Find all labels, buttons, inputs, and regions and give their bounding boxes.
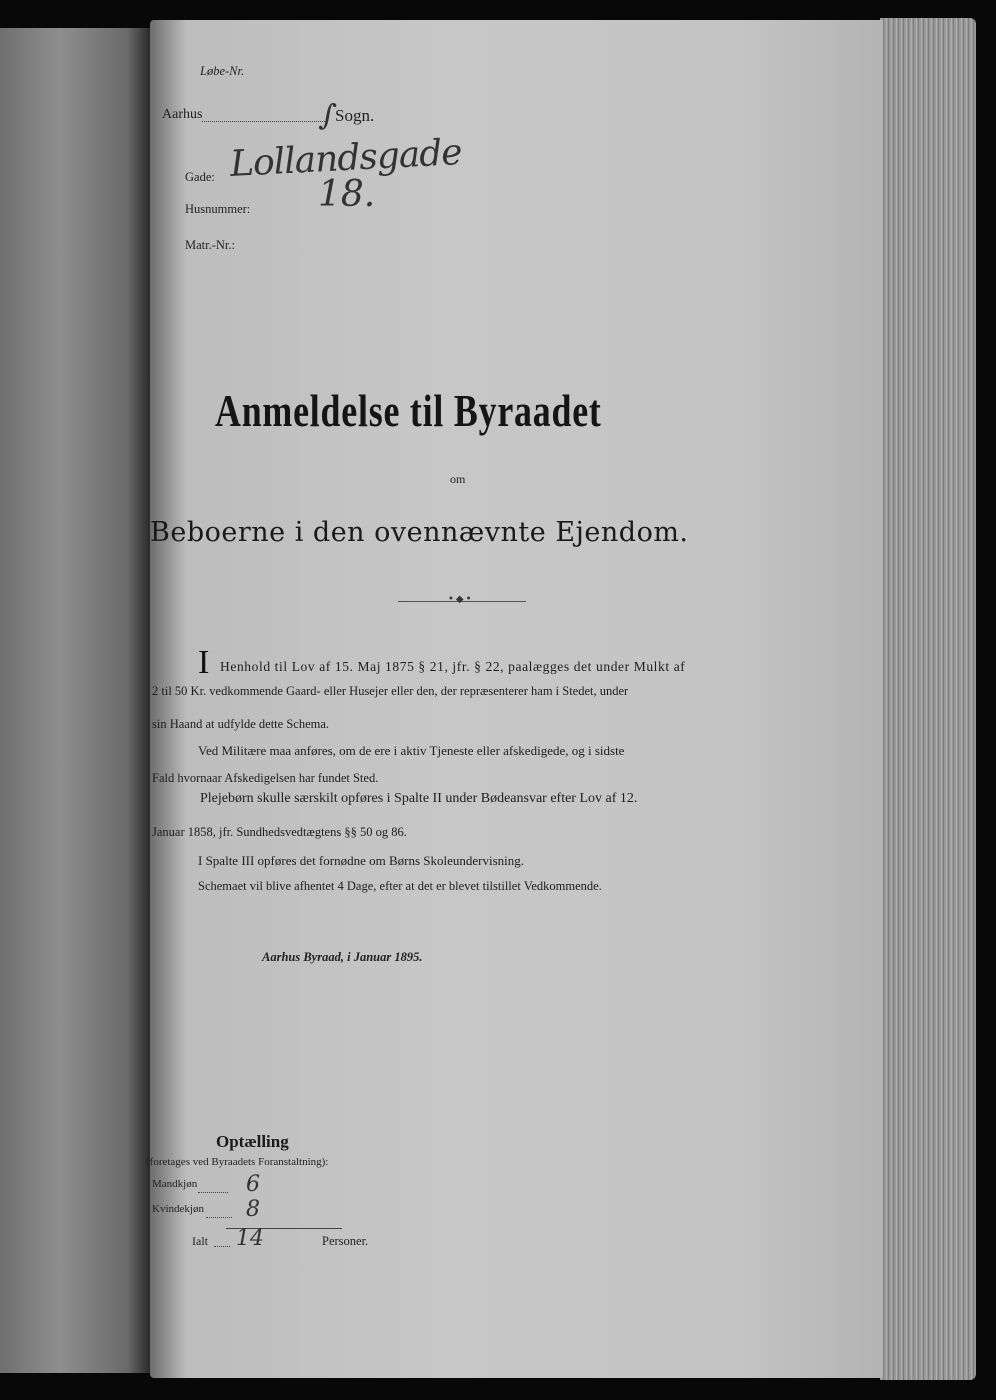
personer-label: Personer. — [322, 1234, 369, 1248]
body-line-4: Ved Militære maa anføres, om de ere i aktiv Tjeneste eller afskedigede, og i sidste — [198, 743, 625, 758]
husnummer-label: Husnummer: — [185, 202, 251, 216]
mandkjon-dots — [198, 1192, 228, 1193]
husnummer-value: 18. — [318, 174, 376, 215]
body-line-9: Schemaet vil blive afhentet 4 Dage, efter at det er blevet tilstillet Vedkommende. — [198, 879, 602, 893]
body-line-3: sin Haand at udfylde dette Schema. — [152, 717, 330, 731]
gade-label: Gade: — [185, 170, 215, 184]
gade-value: Lollandsgade — [229, 131, 463, 186]
body-line-5: Fald hvornaar Afskedigelsen har fundet Sted. — [152, 771, 379, 785]
lobe-nr-label: Løbe-Nr. — [200, 64, 245, 78]
count-note: (foretages ved Byraadets Foranstaltning): — [146, 1156, 329, 1168]
ornament-dots: •◆• — [448, 594, 474, 605]
ialt-value: 14 — [236, 1226, 264, 1251]
mandkjon-label: Mandkjøn — [152, 1178, 198, 1190]
document-subtitle: Beboerne i den ovennævnte Ejendom. — [150, 517, 689, 548]
aarhus-label: Aarhus — [162, 107, 203, 122]
mandkjon-value: 6 — [246, 1172, 260, 1197]
book-page-edges — [880, 18, 976, 1380]
body-line-2: 2 til 50 Kr. vedkommende Gaard- eller Husejer eller den, der repræsenterer ham i Stedet, under — [152, 684, 629, 698]
kvindekjon-value: 8 — [246, 1197, 260, 1222]
body-line-7: Januar 1858, jfr. Sundhedsvedtægtens §§ 50 og 86. — [152, 825, 407, 839]
ialt-dots — [214, 1246, 230, 1247]
sogn-label: Sogn. — [335, 106, 375, 125]
drop-cap: I — [198, 644, 210, 681]
document-page — [146, 20, 883, 1378]
body-line-8: I Spalte III opføres det fornødne om Børns Skoleundervisning. — [198, 853, 525, 868]
signature-line: Aarhus Byraad, i Januar 1895. — [262, 950, 423, 964]
left-page-edge — [0, 28, 150, 1373]
sogn-dotted-line — [202, 121, 327, 122]
ialt-label: Ialt — [192, 1234, 208, 1248]
body-line-1: Henhold til Lov af 15. Maj 1875 § 21, jfr. § 22, paalægges det under Mulkt af — [220, 659, 686, 674]
title-connector: om — [450, 472, 466, 486]
sogn-handwritten-mark: ∫ — [317, 97, 339, 134]
document-title: Anmeldelse til Byraadet — [215, 385, 602, 436]
matr-nr-label: Matr.-Nr.: — [185, 238, 235, 252]
body-line-6: Plejebørn skulle særskilt opføres i Spalte II under Bødeansvar efter Lov af 12. — [200, 791, 638, 806]
kvindekjon-label: Kvindekjøn — [152, 1203, 204, 1215]
count-heading: Optælling — [216, 1132, 289, 1151]
kvindekjon-dots — [206, 1217, 232, 1218]
